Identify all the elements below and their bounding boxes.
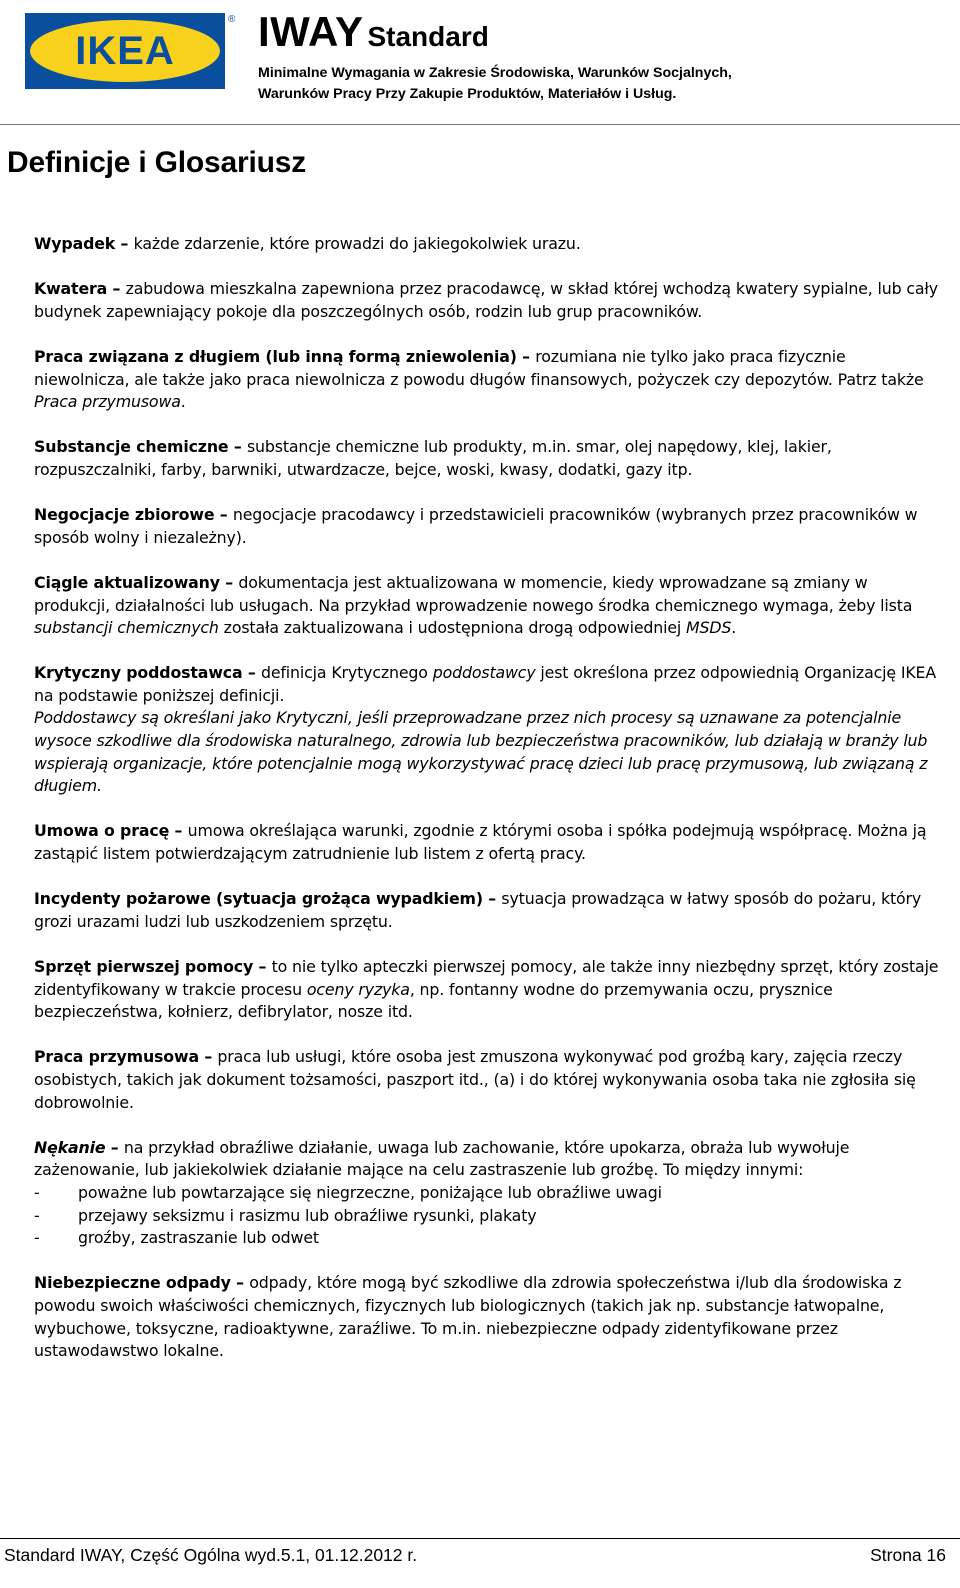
glossary-entry [34,662,944,707]
list-item [34,1227,944,1250]
bullet-dash: - [34,1205,40,1225]
glossary-entry [34,1272,944,1362]
entry-text: praca lub usługi, które osoba jest zmuszona wykonywać pod groźbą kary, zajęcia rzeczy osobistych, takich jak dokument tożsamości, paszport itd., (a) i do której wykonywania osoba taka nie zgłosiła się dobrowolnie. [34,1047,916,1112]
entry-text: umowa określająca warunki, zgodnie z którymi osoba i spółka podejmują współpracę. Można ją zastąpić listem potwierdzającym zatrudnienie lub listem z ofertą pracy. [34,821,927,864]
entry-text: definicja Krytycznego [260,663,433,683]
list-item-text: groźby, zastraszanie lub odwet [78,1228,319,1248]
entry-text: negocjacje pracodawcy i przedstawicieli pracowników (wybranych przez pracowników w sposób wolny i niezależny). [34,505,918,547]
entry-term: Substancje chemiczne [34,437,229,457]
glossary-entry [34,233,944,256]
entry-term: Nękanie [34,1137,106,1157]
header-divider [0,124,960,125]
entry-text: każde zdarzenie, które prowadzi do jakiegokolwiek urazu. [133,234,581,253]
standard-title [258,8,489,56]
title-standard: Standard [367,21,489,52]
entry-text-mid: jest określona przez odpowiednią Organizację IKEA na podstawie poniższej definicji. [34,663,937,705]
list-item [34,1182,944,1205]
entry-dash: – [219,572,239,592]
entry-text-end: . [731,618,737,638]
bullet-list [34,1182,944,1250]
entry-reference: poddostawcy [432,663,536,683]
glossary-entry [34,504,944,549]
entry-dash: – [242,663,261,683]
glossary-entry [34,436,944,481]
ikea-logo [25,13,235,89]
entry-dash: – [230,1273,250,1293]
entry-term: Praca związana z długiem (lub inną formą zniewolenia) [34,346,517,366]
entry-term: Sprzęt pierwszej pomocy [34,957,254,976]
title-iway: IWAY [258,8,364,55]
entry-term: Kwatera [34,279,108,299]
entry-text: dokumentacja jest aktualizowana w momencie, kiedy wprowadzane są zmiany w produkcji, działalności lub usługach. Na przykład wprowadzenie nowego środka chemicznego wymaga, żeby lista [34,572,913,615]
entry-text-mid: została zaktualizowana i udostępniona drogą odpowiedniej [218,618,687,638]
entry-reference: substancji chemicznych [34,618,219,638]
standard-subtitle [258,63,732,105]
entry-term: Negocjacje zbiorowe [34,505,215,525]
glossary-entry [34,346,944,414]
glossary-entry [34,278,944,323]
entry-dash: – [115,234,134,253]
glossary-entry [34,956,944,1024]
entry-reference: Praca przymusowa [34,392,181,412]
entry-term: Umowa o pracę [34,821,170,841]
entry-text: na przykład obraźliwe działanie, uwaga lub zachowanie, które upokarza, obraża lub wywołuje zażenowanie, lub jakiekolwiek działanie mające na celu zastraszenie lub groźbę. To między innymi: [34,1137,850,1180]
glossary-entry [34,820,944,865]
glossary [34,233,944,1385]
page-title: Definicje i Glosariusz [7,146,307,179]
glossary-entry [34,888,944,933]
registered-mark: ® [228,14,235,25]
list-item [34,1205,944,1228]
entry-dash: – [105,1137,124,1157]
glossary-entry [34,1046,944,1114]
bullet-dash: - [34,1182,40,1202]
entry-term: Krytyczny poddostawca [34,663,243,683]
entry-text-end: , np. fontanny wodne do przemywania oczu, prysznice bezpieczeństwa, kołnierz, defibrylator, nosze itd. [34,979,833,1022]
footer-divider [0,1538,960,1539]
subtitle-line-1: Minimalne Wymagania w Zakresie Środowiska, Warunków Socjalnych, [258,65,732,81]
entry-term: Niebezpieczne odpady [34,1273,231,1293]
entry-text: to nie tylko apteczki pierwszej pomocy, ale także inny niezbędny sprzęt, który zostaje zidentyfikowany w trakcie procesu [34,957,939,999]
entry-dash: – [253,957,272,976]
logo-text: IKEA [75,29,175,73]
critical-supplier-definition: Poddostawcy są określani jako Krytyczni, jeśli przeprowadzane przez nich procesy są uznawane za potencjalnie wysoce szkodliwe dla środowiska naturalnego, zdrowia lub bezpieczeństwa pracowników, lub działają w branży lub wspierają organizacje, które potencjalnie mogą wykorzystywać pracę dzieci lub pracę przymusową, lub związaną z długiem. [34,708,928,796]
entry-dash: – [107,279,126,299]
subtitle-line-2: Warunków Pracy Przy Zakupie Produktów, Materiałów i Usług. [258,86,677,102]
entry-text-end: . [180,392,186,412]
page-number: Strona 16 [870,1545,946,1565]
entry-dash: – [516,346,536,366]
entry-text: rozumiana nie tylko jako praca fizycznie niewolnicza, ale także jako praca niewolnicza z powodu długów finansowych, pożyczek czy depozytów. Patrz także [34,346,924,389]
entry-text: sytuacja prowadząca w łatwy sposób do pożaru, który grozi urazami ludzi lub uszkodzeniem sprzętu. [34,889,922,931]
entry-text: substancje chemiczne lub produkty, m.in. smar, olej napędowy, klej, lakier, rozpuszczalniki, farby, barwniki, utwardzacze, bejce, woski, kwasy, dodatki, gazy itp. [34,437,832,479]
footer-document-info: Standard IWAY, Część Ogólna wyd.5.1, 01.12.2012 r. [4,1545,418,1565]
list-item-text: poważne lub powtarzające się niegrzeczne, poniżające lub obraźliwe uwagi [78,1182,662,1202]
list-item-text: przejawy seksizmu i rasizmu lub obraźliwe rysunki, plakaty [78,1205,537,1225]
entry-dash: – [198,1047,218,1067]
entry-dash: – [228,437,247,457]
entry-dash: – [214,505,233,525]
entry-term: Wypadek [34,234,116,253]
bullet-dash: - [34,1228,40,1248]
entry-term: Praca przymusowa [34,1047,199,1067]
glossary-entry [34,1137,944,1250]
entry-dash: – [169,821,188,841]
entry-text: odpady, które mogą być szkodliwe dla zdrowia społeczeństwa i/lub dla środowiska z powodu swoich właściwości chemicznych, fizycznych lub biologicznych (takich jak np. substancje łatwopalne, wybuchowe, toksyczne, radioaktywne, zaraźliwe. To m.in. niebezpieczne odpady zidentyfikowane przez ustawodawstwo lokalne. [34,1273,902,1361]
entry-reference: MSDS [686,618,732,638]
entry-dash: – [482,889,502,909]
entry-term: Incydenty pożarowe (sytuacja grożąca wypadkiem) [34,889,483,909]
glossary-entry [34,572,944,640]
entry-term: Ciągle aktualizowany [34,572,220,592]
entry-text: zabudowa mieszkalna zapewniona przez pracodawcę, w skład której wchodzą kwatery sypialne, lub cały budynek zapewniający pokoje dla poszczególnych osób, rodzin lub grup pracowników. [34,279,938,321]
entry-reference: oceny ryzyka [306,979,410,999]
